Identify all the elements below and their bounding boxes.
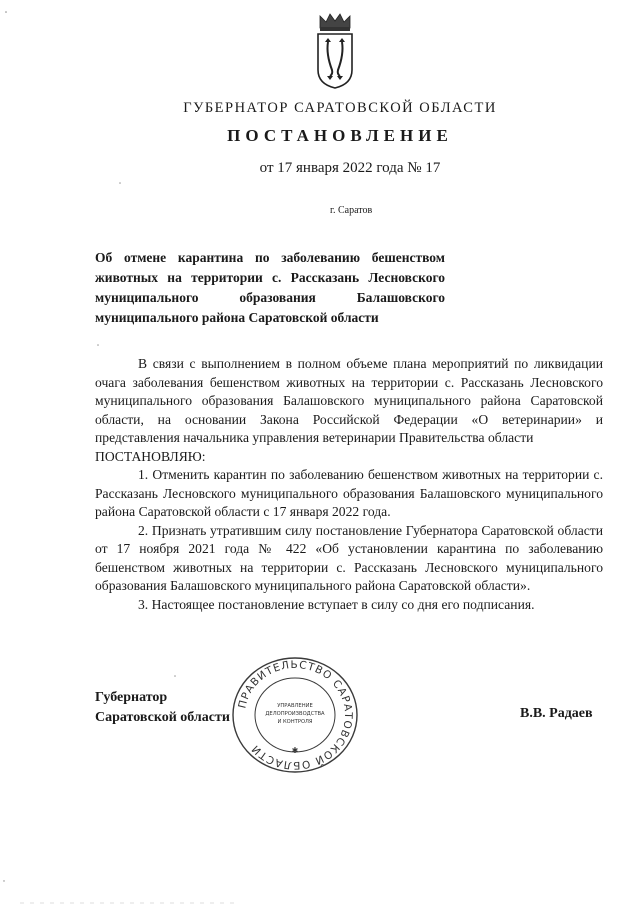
issuing-authority: ГУБЕРНАТОР САРАТОВСКОЙ ОБЛАСТИ <box>183 100 497 116</box>
decree-item-2: 2. Признать утратившим силу постановление Губернатора Саратовской области от 17 ноября 2021 года № 422 «Об установлении карантина по заболеванию бешенством животных на территории с. Рассказань Лесновского муниципального образования Балашовского муниципального района Саратовской области». <box>95 522 603 593</box>
signatory-position-line1: Губернатор <box>95 690 168 705</box>
saratov-coat-of-arms-icon <box>314 12 356 90</box>
document-date-number: от 17 января 2022 года № 17 <box>259 160 441 176</box>
stamp-star-icon: ✱ <box>291 746 299 755</box>
official-stamp <box>230 655 360 775</box>
stamp-center-line2: ДЕЛОПРОИЗВОДСТВА <box>265 711 325 717</box>
document-body <box>95 355 603 614</box>
stamp-center-line3: И КОНТРОЛЯ <box>277 719 313 725</box>
signatory-position-line2: Саратовской области <box>95 710 230 725</box>
preamble-paragraph: В связи с выполнением в полном объеме плана мероприятий по ликвидации очага заболевания бешенством животных на территории с. Рассказань Лесновского муниципального образования Балашовского муниципального района Саратовской области, на основании Закона Российской Федерации «О ветеринарии» и представления начальника управления ветеринарии Правительства области <box>95 356 603 445</box>
signatory-name: В.В. Радаев <box>520 706 593 721</box>
stamp-ring-text: ПРАВИТЕЛЬСТВО САРАТОВСКОЙ ОБЛАСТИ <box>236 658 355 772</box>
document-type: ПОСТАНОВЛЕНИЕ <box>227 126 453 145</box>
decree-word: ПОСТАНОВЛЯЮ: <box>95 448 206 464</box>
decree-item-3: 3. Настоящее постановление вступает в силу со дня его подписания. <box>138 596 535 612</box>
document-city: г. Саратов <box>330 205 373 216</box>
document-subject: Об отмене карантина по заболеванию бешенством животных на территории с. Рассказань Лесновского муниципального образования Балашовского муниципального района Саратовской области <box>95 250 445 325</box>
decree-item-1: 1. Отменить карантин по заболеванию бешенством животных на территории с. Рассказань Лесновского муниципального образования Балашовского муниципального района Саратовской области с 17 января 2022 года. <box>95 467 603 519</box>
signatory-position <box>95 688 230 728</box>
stamp-center-line1: УПРАВЛЕНИЕ <box>277 703 313 709</box>
